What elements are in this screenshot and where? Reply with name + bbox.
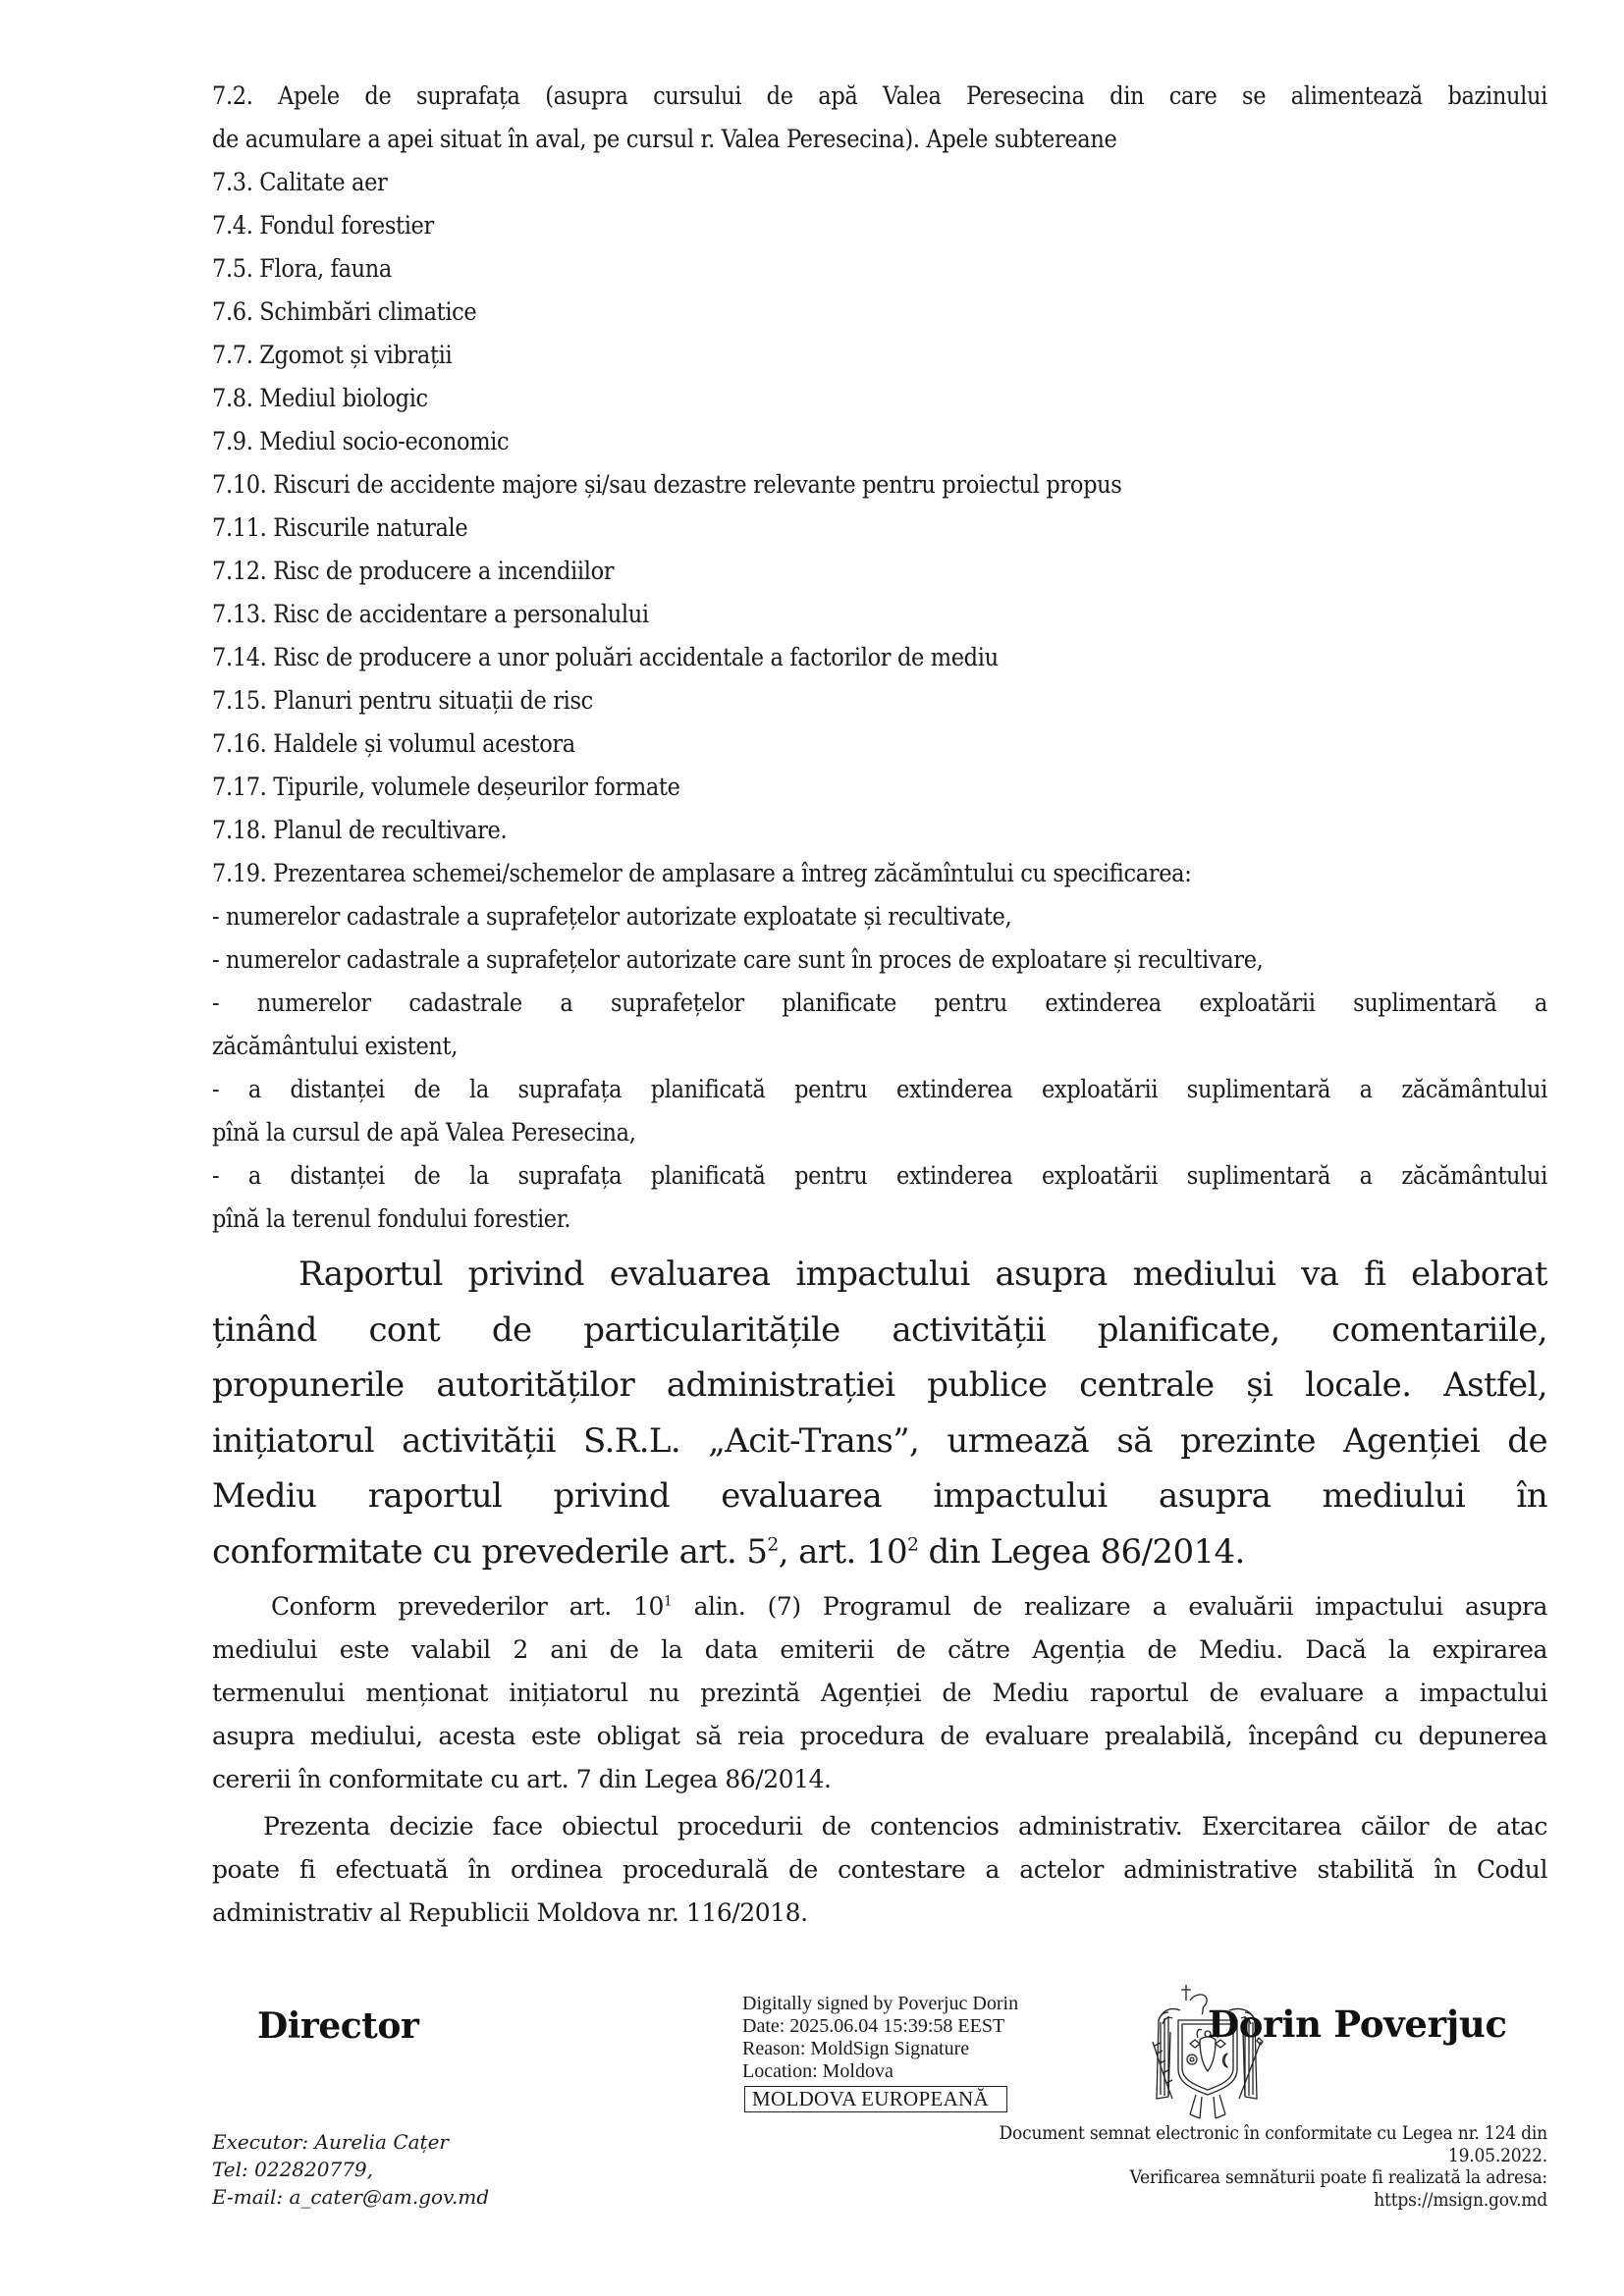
digital-signature-block [742,1993,1018,2112]
list-item-7-8: 7.8. Mediul biologic [212,384,428,412]
sub-item-line: zăcământului existent, [212,1032,459,1060]
list-item-7-5: 7.5. Flora, fauna [212,254,392,283]
signature-date: Date: 2025.06.04 15:39:58 EEST [742,2015,1005,2037]
sub-item-line: pînă la terenul fondului forestier. [212,1204,571,1233]
document-body [212,75,1547,1935]
sub-item-line: pînă la cursul de apă Valea Peresecina, [212,1118,636,1147]
superscript: 2 [767,1534,779,1556]
report-paragraph-line: Mediu raportul privind evaluarea impactului asupra mediului în [212,1476,1547,1516]
report-paragraph-line: Raportul privind evaluarea impactului asupra mediului va fi elaborat [298,1255,1547,1294]
appeal-paragraph [212,1805,1547,1935]
list-item-7-16: 7.16. Haldele și volumul acestora [212,729,575,758]
program-items-list [212,75,1547,895]
appeal-paragraph-line: poate fi efectuată în ordinea procedurală de contestare a actelor administrative stabilită în Codul [212,1855,1547,1884]
text: din Legea 86/2014. [918,1531,1245,1572]
list-item-7-10: 7.10. Riscuri de accidente majore și/sau dezastre relevante pentru proiectul propus [212,470,1122,499]
list-item-7-6: 7.6. Schimbări climatice [212,297,477,326]
signature-stamp: MOLDOVA EUROPEANĂ [744,2086,1007,2112]
list-item-7-11: 7.11. Riscurile naturale [212,513,468,542]
report-paragraph [212,1247,1547,1579]
text: alin. (7) Programul de realizare a evaluării impactului asupra [672,1592,1547,1621]
report-paragraph-line: inițiatorul activității S.R.L. „Acit-Trans”, urmează să prezinte Agenției de [212,1420,1547,1461]
list-item-7-12: 7.12. Risc de producere a incendiilor [212,557,615,585]
executor-email[interactable]: E-mail: a_cater@am.gov.md [212,2185,490,2209]
report-paragraph-line: ținând cont de particularitățile activității planificate, comentariile, [212,1309,1547,1350]
text: conformitate cu prevederile art. 5 [212,1531,768,1572]
validity-paragraph-line: asupra mediului, acesta este obligat să reia procedura de evaluare prealabilă, începând cu depunerea [212,1722,1547,1750]
signature-location: Location: Moldova [742,2060,893,2082]
list-item-line: de acumulare a apei situat în aval, pe cursul r. Valea Peresecina). Apele subtereane [212,125,1117,153]
executor-phone: Tel: 022820779, [212,2158,373,2181]
sub-item-line: - numerelor cadastrale a suprafețelor planificate pentru extinderea exploatării suplimentară a [212,988,1547,1017]
validity-paragraph [212,1585,1547,1801]
legal-notice-line: Verificarea semnăturii poate fi realizată la adresa: [1129,2166,1547,2188]
list-item-7-13: 7.13. Risc de accidentare a personalului [212,600,649,628]
sub-item: - numerelor cadastrale a suprafețelor autorizate care sunt în proces de exploatare și recultivare, [212,945,1264,974]
list-item-7-14: 7.14. Risc de producere a unor poluări accidentale a factorilor de mediu [212,643,999,671]
sub-item [212,982,1547,1068]
appeal-paragraph-line: administrativ al Republicii Moldova nr. 116/2018. [212,1898,808,1927]
report-paragraph-last-line [212,1524,1547,1580]
list-item-7-7: 7.7. Zgomot și vibrații [212,341,453,369]
superscript: 2 [907,1534,919,1556]
sub-item: - numerelor cadastrale a suprafețelor autorizate exploatate și recultivate, [212,902,1012,931]
validity-paragraph-line [212,1585,1547,1629]
list-item-7-15: 7.15. Planuri pentru situații de risc [212,686,593,715]
executor-name: Executor: Aurelia Cațer [212,2130,449,2154]
list-item-7-3: 7.3. Calitate aer [212,168,388,196]
sub-item [212,1154,1547,1241]
list-item-7-17: 7.17. Tipurile, volumele deșeurilor formate [212,773,680,801]
signatory-title: Director [257,2005,419,2047]
sub-item-line: - a distanței de la suprafața planificată pentru extinderea exploatării suplimentară a zăcământului [212,1161,1547,1190]
executor-contact [212,2128,489,2211]
superscript: 1 [663,1593,673,1610]
appeal-paragraph-line: Prezenta decizie face obiectul procedurii de contencios administrativ. Exercitarea căilor de atac [263,1812,1547,1841]
validity-paragraph-line: cererii în conformitate cu art. 7 din Legea 86/2014. [212,1765,832,1793]
list-item-7-2 [212,75,1547,161]
signer-name: Dorin Poverjuc [1208,2002,1507,2046]
list-item-line: 7.2. Apele de suprafața (asupra cursului de apă Valea Peresecina din care se alimentează bazinului [212,81,1547,110]
text: , art. 10 [778,1531,907,1572]
list-item-7-9: 7.9. Mediul socio-economic [212,427,510,455]
signed-by: Digitally signed by Poverjuc Dorin [742,1993,1019,2014]
report-paragraph-line: propunerile autorităților administrației publice centrale și locale. Astfel, [212,1365,1547,1405]
specification-sub-list [212,895,1547,1241]
signature-reason: Reason: MoldSign Signature [742,2038,970,2059]
list-item-7-18: 7.18. Planul de recultivare. [212,816,508,844]
validity-paragraph-line: mediului este valabil 2 ani de la data emiterii de către Agenția de Mediu. Dacă la expirarea [212,1635,1547,1664]
list-item-7-4: 7.4. Fondul forestier [212,211,434,240]
sub-item [212,1068,1547,1154]
legal-notice-line: 19.05.2022. [1447,2144,1547,2166]
list-item-7-19: 7.19. Prezentarea schemei/schemelor de amplasare a întreg zăcămîntului cu specificarea: [212,859,1192,887]
text: Conform prevederilor art. 10 [271,1592,664,1621]
verification-link[interactable]: https://msign.gov.md [1374,2188,1547,2211]
electronic-signature-notice [919,2122,1547,2211]
legal-notice-line: Document semnat electronic în conformitate cu Legea nr. 124 din [999,2122,1547,2144]
validity-paragraph-line: termenului menționat inițiatorul nu prezintă Agenției de Mediu raportul de evaluare a impactului [212,1679,1547,1707]
sub-item-line: - a distanței de la suprafața planificată pentru extinderea exploatării suplimentară a zăcământului [212,1075,1547,1103]
